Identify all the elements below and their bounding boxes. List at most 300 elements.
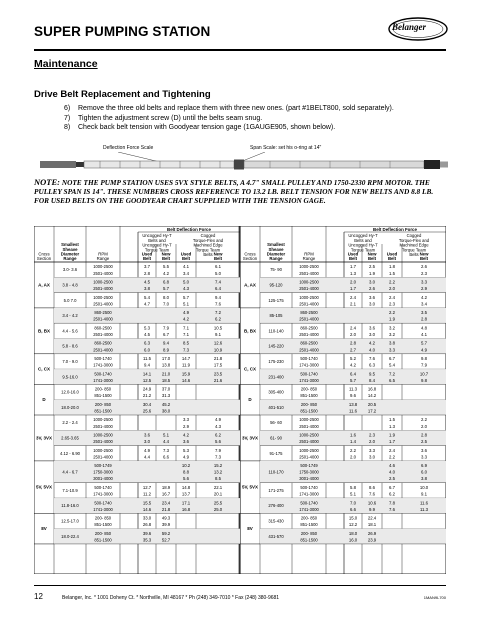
- rpm-range-cell: 851-1500: [94, 537, 112, 543]
- force-value-cell: 38.0: [161, 408, 171, 414]
- sheave-diameter-cell: 18.0-20.0: [61, 404, 79, 410]
- table-type-header: Torque Team: [350, 247, 376, 253]
- force-value-cell: 13.8: [161, 362, 171, 368]
- table-type-header: Uncogged Hy-T: [142, 233, 172, 238]
- force-value-cell: 59.2: [161, 530, 171, 536]
- rpm-range-cell: 200- 850: [300, 530, 318, 536]
- force-value-cell: 4.2: [421, 294, 427, 300]
- sheave-diameter-cell: 4.12 - 6.90: [59, 450, 81, 456]
- cross-section-cell: 8V: [247, 526, 253, 532]
- sheave-diameter-cell: 3.0- 3.6: [62, 267, 78, 273]
- force-value-cell: 3.3: [369, 447, 375, 453]
- force-value-cell: 3.0: [369, 454, 375, 460]
- tension-gauge-illustration: [40, 152, 450, 174]
- force-value-cell: 3.8: [144, 286, 150, 292]
- force-value-cell: 15.2: [213, 463, 223, 469]
- force-value-cell: 9.4: [163, 340, 169, 346]
- rpm-range-cell: 1000-2500: [93, 279, 113, 285]
- force-value-cell: 22.4: [367, 515, 377, 521]
- force-value-cell: 3.0: [369, 301, 375, 307]
- force-value-cell: 10.5: [213, 325, 223, 331]
- force-value-cell: 4.2: [183, 432, 189, 438]
- force-value-cell: 4.2: [350, 362, 356, 368]
- force-value-cell: 6.2: [215, 432, 221, 438]
- force-value-cell: 9.6: [350, 393, 356, 399]
- force-value-cell: 6.0: [421, 469, 427, 475]
- table-sub-header: Used: [141, 251, 153, 257]
- cross-section-cell: A, AX: [244, 282, 256, 288]
- force-value-cell: 17.5: [213, 362, 223, 368]
- force-value-cell: 2.5: [369, 264, 375, 270]
- sheave-diameter-cell: 2.65-3.65: [61, 435, 79, 441]
- table-column-header: Range: [269, 256, 283, 261]
- rpm-range-cell: 860-2500: [94, 340, 112, 346]
- rpm-range-cell: 200- 850: [300, 515, 318, 521]
- sheave-diameter-cell: 125-175: [268, 297, 284, 303]
- force-value-cell: 10.0: [419, 484, 429, 490]
- table-type-header: Uncogged Hy-T: [348, 233, 378, 238]
- footer-address: Belanger, Inc. * 1001 Doheny Ct. * Northville, MI 48167 * Ph (248) 349-7010 * Fax (248) 380-9681: [62, 595, 280, 601]
- rpm-range-cell: 2501-4000: [93, 454, 113, 460]
- force-value-cell: 21.6: [213, 377, 223, 383]
- force-value-cell: 9.8: [421, 356, 427, 362]
- table-column-header: Smallest: [267, 242, 285, 248]
- force-value-cell: 5.1: [183, 301, 189, 307]
- force-value-cell: 6.7: [389, 484, 395, 490]
- cross-section-cell: 5V, 5VX: [241, 484, 259, 490]
- force-value-cell: 10.6: [367, 500, 377, 506]
- sheave-diameter-cell: 5.0 7.0: [63, 297, 77, 303]
- table-sub-header: Belt: [367, 256, 377, 262]
- table-row-shade: [54, 461, 240, 483]
- force-value-cell: 7.4: [215, 279, 221, 285]
- force-value-cell: 4.2: [369, 340, 375, 346]
- table-sub-header: Used: [386, 251, 398, 257]
- rpm-range-cell: 2501-4000: [93, 270, 113, 276]
- force-value-cell: 14.1: [142, 371, 152, 377]
- steps-list: [64, 104, 446, 133]
- force-value-cell: 11.3: [419, 506, 429, 512]
- force-value-cell: 25.6: [142, 408, 152, 414]
- step-text: Tighten the adjustment screw (D) until the belts seam snug.: [78, 114, 263, 122]
- rpm-range-cell: 500-1740: [300, 371, 318, 377]
- force-value-cell: 3.6: [369, 294, 375, 300]
- force-value-cell: 13.7: [181, 491, 191, 497]
- table-type-header: Machined Edge: [399, 242, 429, 248]
- force-value-cell: 3.2: [389, 331, 395, 337]
- force-value-cell: 5.3: [183, 447, 189, 453]
- force-value-cell: 5.6: [215, 439, 221, 445]
- cross-section-cell: D: [42, 397, 46, 403]
- sheave-diameter-cell: 175-230: [268, 358, 284, 364]
- force-value-cell: 1.4: [350, 439, 356, 445]
- force-value-cell: 8.4: [369, 377, 375, 383]
- force-value-cell: 3.7: [144, 264, 150, 270]
- table-column-header: Sheave: [62, 246, 78, 252]
- force-value-cell: 9.5: [369, 371, 375, 377]
- rpm-range-cell: 3001-4000: [93, 476, 113, 482]
- force-value-cell: 4.9: [421, 347, 427, 353]
- force-value-cell: 3.6: [183, 439, 189, 445]
- sheave-diameter-cell: 3.8 - 4.8: [62, 282, 78, 288]
- rpm-range-cell: 500-1749: [300, 463, 318, 469]
- force-value-cell: 5.7: [163, 286, 169, 292]
- table-sub-header: Belt: [348, 256, 358, 262]
- force-value-cell: 4.9: [183, 310, 189, 316]
- force-value-cell: 4.2: [163, 270, 169, 276]
- note-heading: NOTE:: [34, 177, 60, 187]
- force-value-cell: 3.8: [421, 476, 427, 482]
- force-value-cell: 1.7: [389, 439, 395, 445]
- force-value-cell: 7.0: [163, 301, 169, 307]
- rpm-range-cell: 1741-3000: [299, 362, 319, 368]
- cross-section-cell: 8V: [41, 526, 47, 532]
- rpm-range-cell: 500-1740: [94, 500, 112, 506]
- force-value-cell: 6.4: [350, 371, 356, 377]
- force-value-cell: 1.3: [389, 423, 395, 429]
- force-value-cell: 2.7: [350, 347, 356, 353]
- cross-section-cell: C, CX: [243, 366, 257, 372]
- rpm-range-cell: 1000-2500: [93, 447, 113, 453]
- rpm-range-cell: 2501-4000: [299, 454, 319, 460]
- rpm-range-cell: 1000-2500: [93, 432, 113, 438]
- table-type-header: Machined Edge: [193, 242, 223, 248]
- force-value-cell: 7.1: [183, 331, 189, 337]
- force-value-cell: 14.8: [181, 484, 191, 490]
- table-type-header: Cogged: [406, 233, 422, 238]
- force-value-cell: 25.0: [213, 506, 223, 512]
- force-value-cell: 21.2: [142, 393, 152, 399]
- table-row-shade: [260, 461, 446, 483]
- force-value-cell: 8.5: [183, 340, 189, 346]
- force-value-cell: 5.4: [144, 294, 150, 300]
- force-value-cell: 4.4: [144, 454, 150, 460]
- force-value-cell: 6.6: [163, 454, 169, 460]
- sheave-diameter-cell: 7.1-10.9: [62, 487, 78, 493]
- sheave-diameter-cell: 85-105: [269, 313, 283, 319]
- force-value-cell: 10.2: [181, 463, 191, 469]
- force-value-cell: 13.2: [213, 469, 223, 475]
- force-value-cell: 2.3: [421, 270, 427, 276]
- force-value-cell: 4.3: [215, 423, 221, 429]
- force-value-cell: 14.6: [181, 377, 191, 383]
- force-value-cell: 1.5: [389, 270, 395, 276]
- force-value-cell: 5.7: [350, 377, 356, 383]
- rpm-range-cell: 1750-3000: [93, 469, 113, 475]
- rpm-range-cell: 500-1740: [94, 371, 112, 377]
- force-value-cell: 5.1: [163, 432, 169, 438]
- force-value-cell: 4.2: [183, 316, 189, 322]
- table-column-header: Cross: [244, 251, 256, 257]
- belt-note: [34, 178, 446, 205]
- force-value-cell: 7.3: [215, 454, 221, 460]
- force-value-cell: 6.1: [215, 264, 221, 270]
- table-type-header: Uncogged Hy-T: [142, 242, 172, 248]
- force-value-cell: 13.8: [348, 401, 358, 407]
- force-value-cell: 15.9: [181, 371, 191, 377]
- rpm-range-cell: 500-1740: [300, 484, 318, 490]
- rpm-range-cell: 1000-2500: [299, 432, 319, 438]
- sheave-diameter-cell: 9.5-16.0: [62, 374, 78, 380]
- table-sub-header: Belt: [387, 256, 397, 262]
- force-value-cell: 12.5: [142, 377, 152, 383]
- table-group-header: Belt Deflection Force: [167, 226, 211, 232]
- force-value-cell: 30.4: [142, 401, 152, 407]
- force-value-cell: 4.4: [163, 439, 169, 445]
- step-number: 8): [64, 124, 71, 131]
- force-value-cell: 5.7: [421, 340, 427, 346]
- force-value-cell: 12.2: [348, 522, 358, 528]
- rpm-range-cell: 2501-4000: [299, 286, 319, 292]
- rpm-range-cell: 1000-2500: [299, 264, 319, 270]
- force-value-cell: 11.6: [348, 408, 358, 414]
- force-value-cell: 4.1: [183, 264, 189, 270]
- force-value-cell: 35.3: [142, 537, 152, 543]
- step-text: Check back belt tension with Goodyear tension gage (1GAUGE905, shown below).: [78, 124, 336, 131]
- table-column-header: Range: [63, 256, 77, 261]
- force-value-cell: 11.2: [142, 491, 152, 497]
- sheave-diameter-cell: 61- 90: [270, 435, 282, 441]
- force-value-cell: 49.3: [161, 515, 171, 521]
- rpm-range-cell: 1750-3000: [299, 469, 319, 475]
- force-value-cell: 1.7: [350, 264, 356, 270]
- force-value-cell: 1.9: [389, 316, 395, 322]
- force-value-cell: 9.1: [215, 331, 221, 337]
- force-value-cell: 7.8: [389, 500, 395, 506]
- force-value-cell: 18.0: [348, 530, 358, 536]
- rpm-range-cell: 2501-4000: [93, 423, 113, 429]
- force-value-cell: 2.9: [421, 286, 427, 292]
- force-value-cell: 1.9: [369, 270, 375, 276]
- document-code: 1MAN9L700: [423, 595, 446, 600]
- deflection-scale-label: Deflection Force Scale: [103, 145, 154, 151]
- force-value-cell: 5.8: [350, 484, 356, 490]
- force-value-cell: 2.1: [350, 301, 356, 307]
- section-title: Maintenance: [34, 58, 98, 70]
- table-sub-header: Belt: [181, 256, 191, 262]
- table-type-header: Torque Team: [195, 247, 221, 253]
- force-value-cell: 21.8: [161, 506, 171, 512]
- force-value-cell: 5.1: [350, 491, 356, 497]
- force-value-cell: 1.8: [389, 264, 395, 270]
- force-value-cell: 1.6: [350, 432, 356, 438]
- table-column-header: Range: [302, 256, 316, 261]
- rpm-range-cell: 851-1500: [300, 408, 318, 414]
- force-value-cell: 2.3: [369, 432, 375, 438]
- force-value-cell: 23.4: [161, 500, 171, 506]
- rpm-range-cell: 860-2500: [300, 340, 318, 346]
- force-value-cell: 6.0: [144, 347, 150, 353]
- cross-section-cell: 3V, 3VX: [241, 435, 259, 441]
- step-text: Remove the three old belts and replace them with three new ones. (part #1BELT800, sold separately).: [78, 105, 394, 112]
- table-row-shade: [260, 308, 446, 323]
- force-value-cell: 6.7: [389, 356, 395, 362]
- force-value-cell: 2.8: [144, 270, 150, 276]
- force-value-cell: 4.6: [389, 463, 395, 469]
- rpm-range-cell: 1741-3000: [93, 491, 113, 497]
- rpm-range-cell: 1741-3000: [299, 377, 319, 383]
- rpm-range-cell: 851-1500: [94, 393, 112, 399]
- belt-deflection-table-grid: [34, 226, 446, 574]
- force-value-cell: 8.9: [163, 347, 169, 353]
- force-value-cell: 52.7: [161, 537, 171, 543]
- sheave-diameter-cell: 75- 90: [270, 267, 282, 273]
- rpm-range-cell: 860-2500: [94, 325, 112, 331]
- sheave-diameter-cell: 91-175: [269, 450, 283, 456]
- force-value-cell: 2.0: [350, 331, 356, 337]
- sheave-diameter-cell: 95-120: [269, 282, 283, 288]
- force-value-cell: 4.3: [183, 286, 189, 292]
- force-value-cell: 2.0: [421, 423, 427, 429]
- rpm-range-cell: 2501-4000: [93, 439, 113, 445]
- force-value-cell: 6.8: [163, 279, 169, 285]
- table-type-header: Uncogged Hy-T: [348, 242, 378, 248]
- rpm-range-cell: 1000-2500: [93, 417, 113, 423]
- table-type-header: Cogged: [200, 233, 216, 238]
- sheave-diameter-cell: 110-170: [268, 469, 284, 475]
- force-value-cell: 3.0: [144, 439, 150, 445]
- rpm-range-cell: 2501-4000: [299, 270, 319, 276]
- force-value-cell: 3.5: [421, 310, 427, 316]
- force-value-cell: 1.5: [389, 417, 395, 423]
- force-value-cell: 2.5: [389, 476, 395, 482]
- table-sub-header: New: [213, 251, 223, 257]
- rpm-range-cell: 200- 850: [94, 530, 112, 536]
- force-value-cell: 6.3: [144, 340, 150, 346]
- sheave-diameter-cell: 11.8-16.0: [61, 503, 79, 509]
- cross-section-cell: C, CX: [37, 366, 51, 372]
- sheave-diameter-cell: 315-430: [268, 518, 284, 524]
- force-value-cell: 10.9: [213, 347, 223, 353]
- rpm-range-cell: 1741-3000: [299, 491, 319, 497]
- force-value-cell: 3.6: [421, 447, 427, 453]
- force-value-cell: 8.6: [369, 484, 375, 490]
- table-column-header: RPM: [304, 251, 314, 257]
- rpm-range-cell: 1000-2500: [93, 264, 113, 270]
- rpm-range-cell: 1741-3000: [93, 362, 113, 368]
- table-sub-header: New: [367, 251, 377, 257]
- force-value-cell: 4.9: [215, 417, 221, 423]
- sheave-diameter-cell: 276-400: [268, 503, 284, 509]
- note-text: NOTE THE PUMP STATION USES 5VX STYLE BELTS, A 4.7" SMALL PULLEY AND 1750-2330 RPM MOTOR. THE PULLEY SPAN IS 14". THESE NUMBERS CROSS REFERENCE TO 13.2 LB. BELT TENSION FOR NEW BELTS AND 8.8 LB. FOR USED BELTS ON THE GOODYEAR CHART SUPPLIED WITH THE TENSION GAGE.: [34, 178, 434, 205]
- table-sub-header: Used: [347, 251, 359, 257]
- force-value-cell: 15.0: [348, 515, 358, 521]
- force-value-cell: 3.2: [389, 325, 395, 331]
- force-value-cell: 7.3: [163, 447, 169, 453]
- header-rule: [34, 49, 446, 51]
- force-value-cell: 9.9: [369, 506, 375, 512]
- force-value-cell: 4.9: [144, 447, 150, 453]
- table-sub-header: Belt: [213, 256, 223, 262]
- table-type-header: Belts: [203, 252, 213, 258]
- page-title: SUPER PUMPING STATION: [34, 24, 211, 39]
- force-value-cell: 23.9: [367, 537, 377, 543]
- force-value-cell: 6.7: [163, 331, 169, 337]
- rpm-range-cell: 1000-2500: [93, 294, 113, 300]
- force-value-cell: 5.0: [183, 279, 189, 285]
- cross-section-cell: A, AX: [38, 282, 50, 288]
- force-value-cell: 5.7: [183, 294, 189, 300]
- force-value-cell: 3.3: [421, 279, 427, 285]
- force-value-cell: 3.4: [421, 301, 427, 307]
- sheave-diameter-cell: 4.4 - 6.7: [62, 469, 78, 475]
- rpm-range-cell: 500-1740: [94, 356, 112, 362]
- rpm-range-cell: 1000-2500: [299, 294, 319, 300]
- force-value-cell: 26.8: [142, 522, 152, 528]
- force-value-cell: 17.0: [161, 356, 171, 362]
- rpm-range-cell: 200- 850: [300, 386, 318, 392]
- force-value-cell: 2.4: [350, 294, 356, 300]
- force-value-cell: 26.9: [367, 530, 377, 536]
- rpm-range-cell: 860-2500: [300, 325, 318, 331]
- table-type-header: Torque-Flex and: [398, 237, 430, 243]
- table-type-header: Torque-Flex and: [192, 237, 224, 243]
- rpm-range-cell: 860-2500: [300, 310, 318, 316]
- force-value-cell: 7.9: [421, 362, 427, 368]
- subsection-title: Drive Belt Replacement and Tightening: [34, 89, 211, 100]
- force-value-cell: 7.6: [369, 356, 375, 362]
- force-value-cell: 2.2: [350, 447, 356, 453]
- force-value-cell: 17.2: [367, 408, 377, 414]
- force-value-cell: 3.4: [183, 270, 189, 276]
- sheave-diameter-cell: 12.5-17.0: [61, 518, 79, 524]
- force-value-cell: 4.5: [144, 279, 150, 285]
- rpm-range-cell: 1741-3000: [299, 506, 319, 512]
- force-value-cell: 2.8: [421, 316, 427, 322]
- rpm-range-cell: 851-1500: [94, 408, 112, 414]
- force-value-cell: 3.3: [421, 454, 427, 460]
- force-value-cell: 2.8: [350, 340, 356, 346]
- force-value-cell: 18.5: [161, 377, 171, 383]
- force-value-cell: 2.4: [389, 294, 395, 300]
- sheave-diameter-cell: 401-510: [268, 404, 284, 410]
- cross-section-cell: D: [248, 397, 252, 403]
- table-group-header: Belt Deflection Force: [373, 226, 417, 232]
- rpm-range-cell: 500-1740: [300, 500, 318, 506]
- force-value-cell: 6.5: [389, 377, 395, 383]
- force-value-cell: 4.9: [183, 454, 189, 460]
- rpm-range-cell: 3001-4000: [299, 476, 319, 482]
- sheave-diameter-cell: 171-275: [268, 487, 284, 493]
- force-value-cell: 10.7: [419, 371, 429, 377]
- rpm-range-cell: 2501-4000: [299, 331, 319, 337]
- force-value-cell: 11.5: [142, 356, 152, 362]
- force-value-cell: 20.5: [367, 401, 377, 407]
- step-item: [64, 114, 446, 123]
- force-value-cell: 5.5: [163, 264, 169, 270]
- sheave-diameter-cell: 12.0-16.0: [61, 389, 79, 395]
- span-scale-label: Span Scale: set his o-ring at 14": [250, 145, 322, 151]
- force-value-cell: 37.0: [161, 386, 171, 392]
- force-value-cell: 2.2: [389, 279, 395, 285]
- table-sub-header: Used: [180, 251, 192, 257]
- sheave-diameter-cell: 2.2 - 2.4: [62, 420, 78, 426]
- force-value-cell: 14.7: [181, 356, 191, 362]
- force-value-cell: 7.6: [215, 301, 221, 307]
- table-column-header: Smallest: [61, 242, 79, 248]
- force-value-cell: 12.7: [142, 484, 152, 490]
- step-item: [64, 123, 446, 132]
- force-value-cell: 7.2: [389, 371, 395, 377]
- sheave-diameter-cell: 431-570: [268, 533, 284, 539]
- table-sub-header: New: [419, 251, 429, 257]
- force-value-cell: 8.8: [183, 469, 189, 475]
- logo-text: Belanger: [392, 22, 427, 32]
- force-value-cell: 9.4: [144, 362, 150, 368]
- step-number: 7): [64, 114, 71, 122]
- force-value-cell: 2.9: [183, 423, 189, 429]
- force-value-cell: 23.5: [213, 371, 223, 377]
